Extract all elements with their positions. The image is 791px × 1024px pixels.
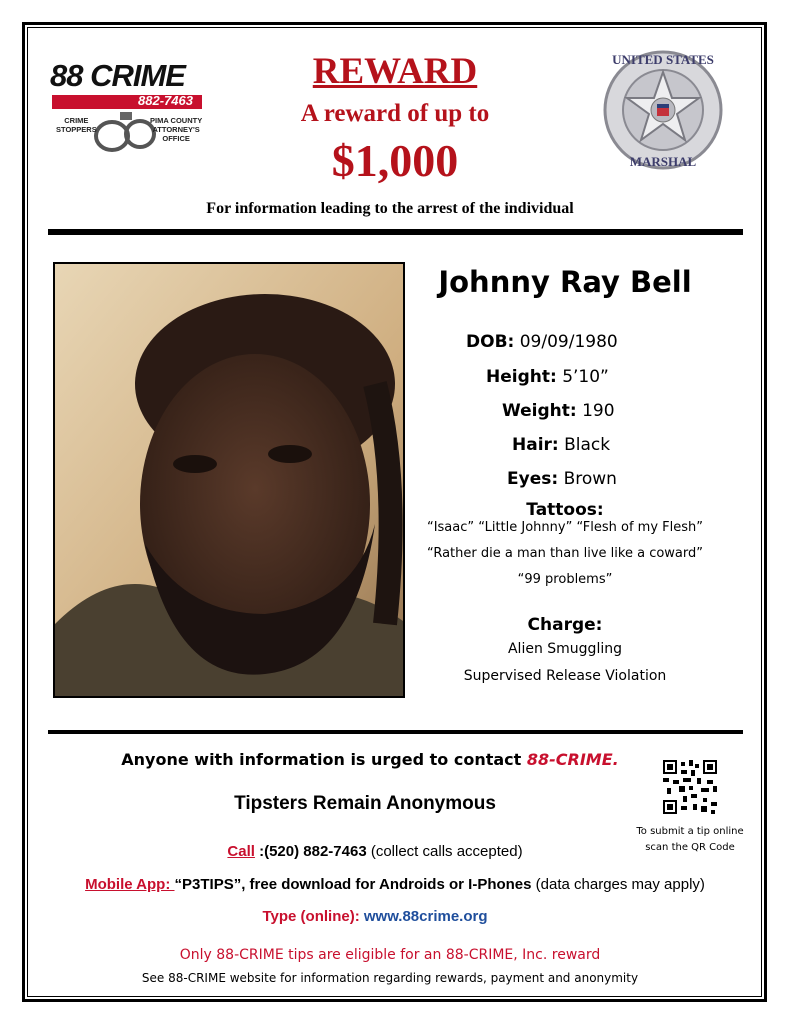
website-note: See 88-CRIME website for information regarding rewards, payment and anonymity bbox=[141, 971, 639, 985]
contact-text: Anyone with information is urged to contact bbox=[121, 750, 527, 769]
us-marshal-badge-icon bbox=[595, 48, 731, 172]
badge-bottom-text: MARSHAL bbox=[629, 154, 697, 169]
mobile-app-line bbox=[60, 876, 730, 893]
reward-title: REWARD bbox=[312, 51, 478, 92]
reward-amount: $1,000 bbox=[331, 135, 459, 186]
weight-row bbox=[502, 401, 615, 421]
hair-value: Black bbox=[564, 435, 611, 455]
tattoo-line: “99 problems” bbox=[517, 572, 613, 587]
charge-label: Charge: bbox=[527, 615, 603, 635]
qr-caption-line-1: To submit a tip online bbox=[636, 826, 744, 837]
dob-row bbox=[466, 332, 618, 352]
qr-caption bbox=[620, 824, 760, 856]
88-crime-logo bbox=[50, 58, 210, 158]
logo-title: 88 CRIME bbox=[50, 58, 185, 93]
bottom-divider bbox=[48, 730, 743, 734]
dob-value: 09/09/1980 bbox=[519, 332, 618, 352]
eyes-row bbox=[507, 469, 617, 489]
dob-label: DOB: bbox=[466, 332, 515, 352]
reward-subtitle: A reward of up to bbox=[300, 100, 490, 127]
call-line bbox=[160, 843, 590, 860]
charge-item: Supervised Release Violation bbox=[463, 668, 667, 684]
website-link[interactable]: www.88crime.org bbox=[359, 908, 488, 925]
call-label: Call bbox=[227, 843, 255, 860]
mobile-app-text: “P3TIPS”, free download for Androids or I-Phones bbox=[174, 876, 532, 893]
mobile-app-label: Mobile App: bbox=[85, 876, 175, 893]
hair-row bbox=[512, 435, 610, 455]
top-divider bbox=[48, 229, 743, 235]
badge-top-text: UNITED STATES bbox=[612, 52, 714, 67]
anonymous-line: Tipsters Remain Anonymous bbox=[234, 793, 496, 814]
info-line: For information leading to the arrest of the individual bbox=[206, 200, 574, 217]
height-label: Height: bbox=[486, 367, 557, 387]
height-value: 5’10” bbox=[562, 367, 609, 387]
weight-label: Weight: bbox=[502, 401, 577, 421]
tattoos-label: Tattoos: bbox=[526, 500, 604, 520]
hair-label: Hair: bbox=[512, 435, 559, 455]
tattoo-line: “Isaac” “Little Johnny” “Flesh of my Flesh” bbox=[426, 520, 704, 535]
mobile-app-note: (data charges may apply) bbox=[531, 876, 705, 893]
eyes-label: Eyes: bbox=[507, 469, 559, 489]
portrait-image bbox=[55, 264, 405, 698]
contact-88-crime: 88-CRIME. bbox=[526, 750, 619, 769]
logo-crime-stoppers: CRIME STOPPERS bbox=[56, 116, 97, 134]
eyes-value: Brown bbox=[563, 469, 617, 489]
online-line bbox=[160, 908, 590, 925]
suspect-photo bbox=[53, 262, 405, 698]
weight-value: 190 bbox=[582, 401, 615, 421]
call-number[interactable]: :(520) 882-7463 bbox=[254, 843, 367, 860]
contact-line bbox=[60, 750, 680, 769]
suspect-name: Johnny Ray Bell bbox=[438, 265, 692, 299]
qr-caption-line-2: scan the QR Code bbox=[645, 842, 735, 853]
tattoo-line: “Rather die a man than live like a coward” bbox=[427, 546, 703, 561]
logo-pima-county: PIMA COUNTY ATTORNEY'S OFFICE bbox=[150, 116, 203, 143]
eligibility-note: Only 88-CRIME tips are eligible for an 88-CRIME, Inc. reward bbox=[179, 947, 601, 963]
online-label: Type (online): bbox=[262, 908, 360, 925]
height-row bbox=[486, 367, 609, 387]
charge-item: Alien Smuggling bbox=[507, 641, 622, 657]
call-note: (collect calls accepted) bbox=[366, 843, 523, 860]
qr-code-icon[interactable] bbox=[663, 760, 717, 814]
logo-phone: 882-7463 bbox=[138, 93, 193, 108]
